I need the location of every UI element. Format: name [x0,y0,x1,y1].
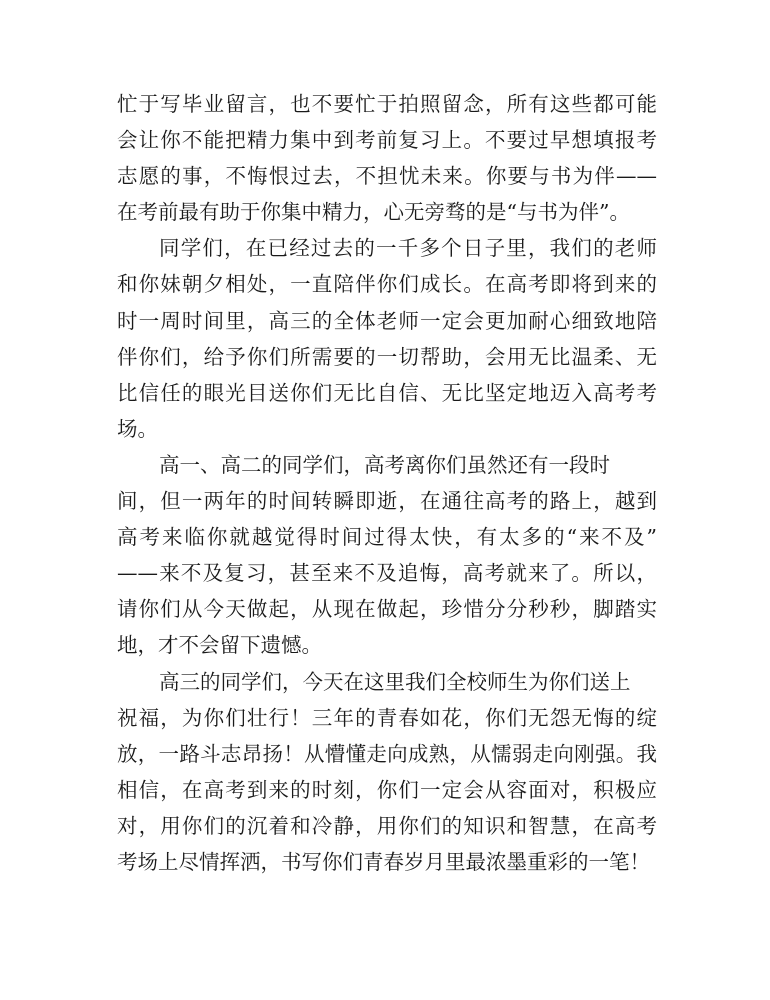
text-line: 高考来临你就越觉得时间过得太快，有太多的“来不及” [117,525,657,550]
text-line: 在考前最有助于你集中精力，心无旁骛的是“与书为伴”。 [117,200,630,225]
paragraph-first-line: 同学们，在已经过去的一千多个日子里，我们的老师 [159,236,657,261]
text-line: 会让你不能把精力集中到考前复习上。不要过早想填报考 [117,128,657,153]
text-line: 相信，在高考到来的时刻，你们一定会从容面对，积极应 [117,777,657,802]
text-line: 伴你们，给予你们所需要的一切帮助，会用无比温柔、无 [117,344,657,369]
text-line: 考场上尽情挥洒，书写你们青春岁月里最浓墨重彩的一笔！ [117,849,650,874]
text-line: 场。 [117,416,158,441]
text-line: 志愿的事，不悔恨过去，不担忧未来。你要与书为伴—— [117,164,657,189]
text-line: 祝福，为你们壮行！三年的青春如花，你们无怨无悔的绽 [117,705,657,730]
paragraph-first-line: 高三的同学们，今天在这里我们全校师生为你们送上 [159,669,631,694]
text-line: ——来不及复习，甚至来不及追悔，高考就来了。所以， [117,561,657,586]
text-line: 地，才不会留下遗憾。 [117,633,322,658]
text-line: 放，一路斗志昂扬！从懵懂走向成熟，从懦弱走向刚强。我 [117,741,657,766]
text-line: 时一周时间里，高三的全体老师一定会更加耐心细致地陪 [117,308,657,333]
text-line: 比信任的眼光目送你们无比自信、无比坚定地迈入高考考 [117,380,657,405]
text-line: 间，但一两年的时间转瞬即逝，在通往高考的路上，越到 [117,489,657,514]
document-body [117,86,657,880]
text-line: 对，用你们的沉着和冷静，用你们的知识和智慧，在高考 [117,813,657,838]
text-line: 请你们从今天做起，从现在做起，珍惜分分秒秒，脚踏实 [117,597,657,622]
paragraph-first-line: 高一、高二的同学们，高考离你们虽然还有一段时 [159,452,610,477]
text-line: 和你妹朝夕相处，一直陪伴你们成长。在高考即将到来的 [117,272,657,297]
text-line: 忙于写毕业留言，也不要忙于拍照留念，所有这些都可能 [117,92,657,116]
